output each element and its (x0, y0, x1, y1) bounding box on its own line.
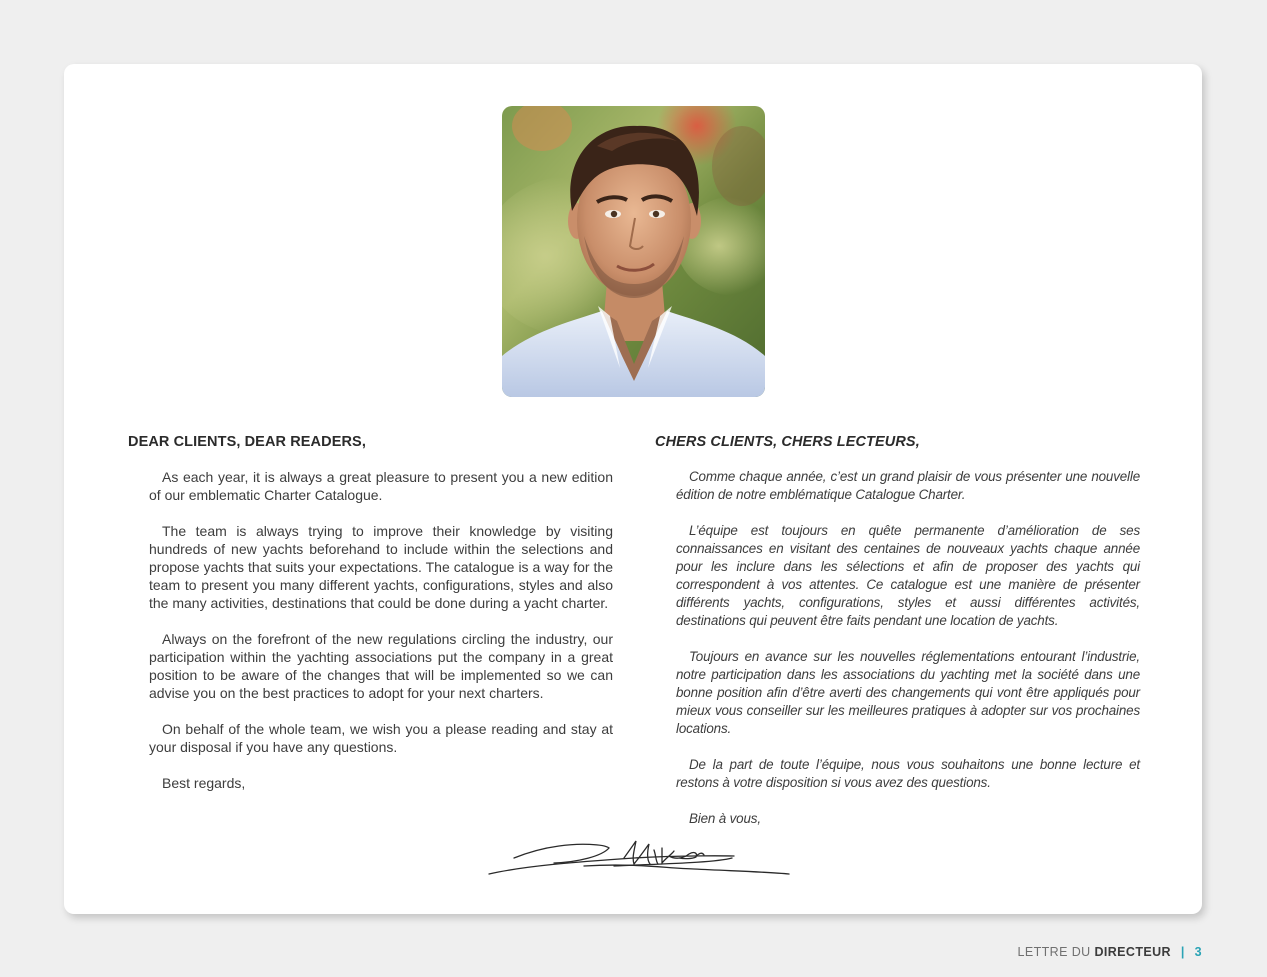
letter-french (655, 434, 1140, 846)
french-paragraph: Comme chaque année, c’est un grand plaisir de vous présenter une nouvelle édition de notre emblématique Catalogue Charter. (676, 469, 1140, 502)
french-heading: CHERS CLIENTS, CHERS LECTEURS, (655, 434, 920, 450)
english-paragraph: As each year, it is always a great pleasure to present you a new edition of our emblematic Charter Catalogue. (149, 469, 613, 503)
footer-separator: | (1180, 945, 1185, 959)
english-heading: DEAR CLIENTS, DEAR READERS, (128, 434, 366, 450)
director-portrait (502, 106, 765, 397)
french-paragraph: Toujours en avance sur les nouvelles réglementations entourant l’industrie, notre participation dans les associations du yachting met la société dans une bonne position afin d’être averti des changements qui vont être appliqués pour mieux vous conseiller sur les meilleures pratiques à adopter sur vos prochaines locations. (676, 649, 1140, 736)
footer-label-bold: DIRECTEUR (1094, 945, 1171, 959)
english-paragraph: Always on the forefront of the new regulations circling the industry, our participation within the yachting associations put the company in a great position to be aware of the changes that will be implemented so we can advise you on the best practices to adopt for your next charters. (149, 631, 613, 701)
french-paragraph: De la part de toute l’équipe, nous vous souhaitons une bonne lecture et restons à votre disposition si vous avez des questions. (676, 757, 1140, 790)
letter-page (64, 64, 1202, 914)
page-footer (1018, 945, 1202, 959)
french-paragraph: L’équipe est toujours en quête permanente d’amélioration de ses connaissances en visitant des centaines de nouveaux yachts chaque année pour les inclure dans les sélections et afin de proposer des yachts qui correspondent à vos attentes. Ce catalogue est une manière de présenter différents yachts, configurations, styles et aussi différentes activités, destinations qui peuvent être faits pendant une location de yachts. (676, 523, 1140, 628)
french-closing: Bien à vous, (689, 811, 761, 826)
page-number: 3 (1194, 945, 1202, 959)
letter-english (128, 434, 613, 810)
footer-label: LETTRE DU (1017, 945, 1091, 959)
director-signature (484, 836, 794, 881)
english-paragraph: The team is always trying to improve their knowledge by visiting hundreds of new yachts beforehand to include within the selections and propose yachts that suits your expectations. The catalogue is a way for the team to present you many different yachts, configurations, styles and also the many activities, destinations that could be done during a yacht charter. (149, 523, 613, 611)
english-closing: Best regards, (162, 775, 246, 791)
portrait-photo (502, 106, 765, 397)
english-paragraph: On behalf of the whole team, we wish you a please reading and stay at your disposal if you have any questions. (149, 721, 613, 755)
